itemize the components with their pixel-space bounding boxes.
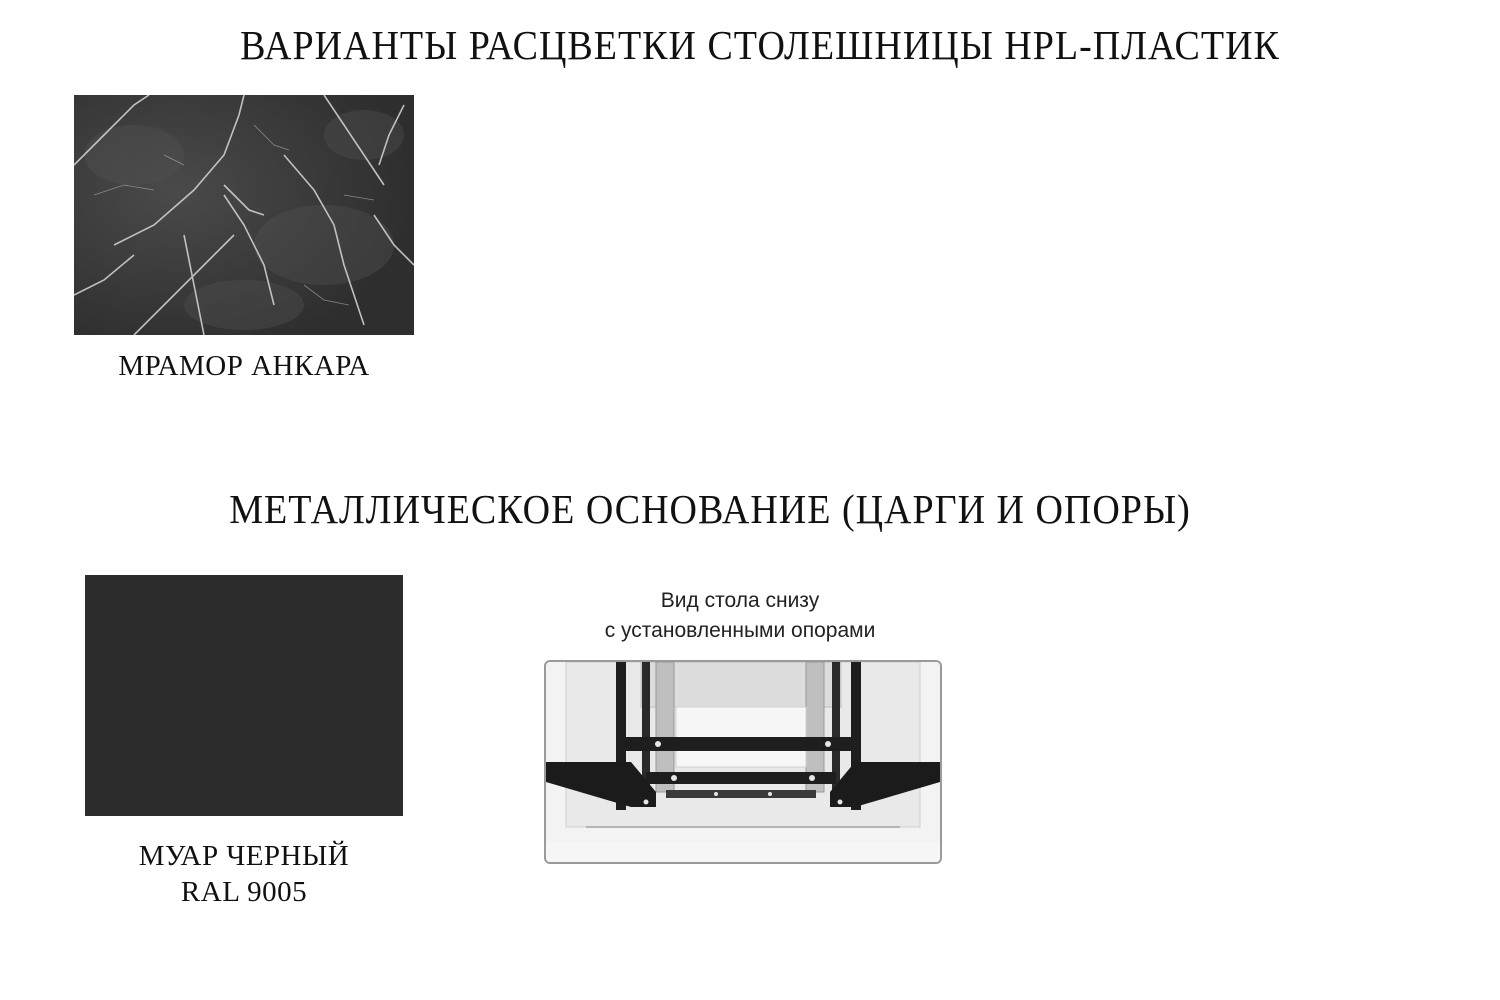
underside-photo-frame [544,660,942,864]
marble-texture-image [74,95,414,335]
black-moire-name: МУАР ЧЕРНЫЙ [138,840,350,872]
black-moire-swatch [85,575,403,816]
marble-ankara-caption: МРАМОР АНКАРА [118,350,370,382]
diagram-caption-line2: с установленными опорами [604,619,876,642]
marble-ankara-swatch [74,95,414,335]
table-underside-diagram [530,585,950,870]
table-underside-image [546,662,940,862]
metal-base-heading: МЕТАЛЛИЧЕСКОЕ ОСНОВАНИЕ (ЦАРГИ И ОПОРЫ) [229,487,1191,533]
tabletop-colors-heading: ВАРИАНТЫ РАСЦВЕТКИ СТОЛЕШНИЦЫ HPL-ПЛАСТИК [240,23,1280,69]
black-moire-caption [74,838,414,910]
diagram-caption-line1: Вид стола снизу [660,589,820,612]
ral-code: RAL 9005 [180,876,308,908]
